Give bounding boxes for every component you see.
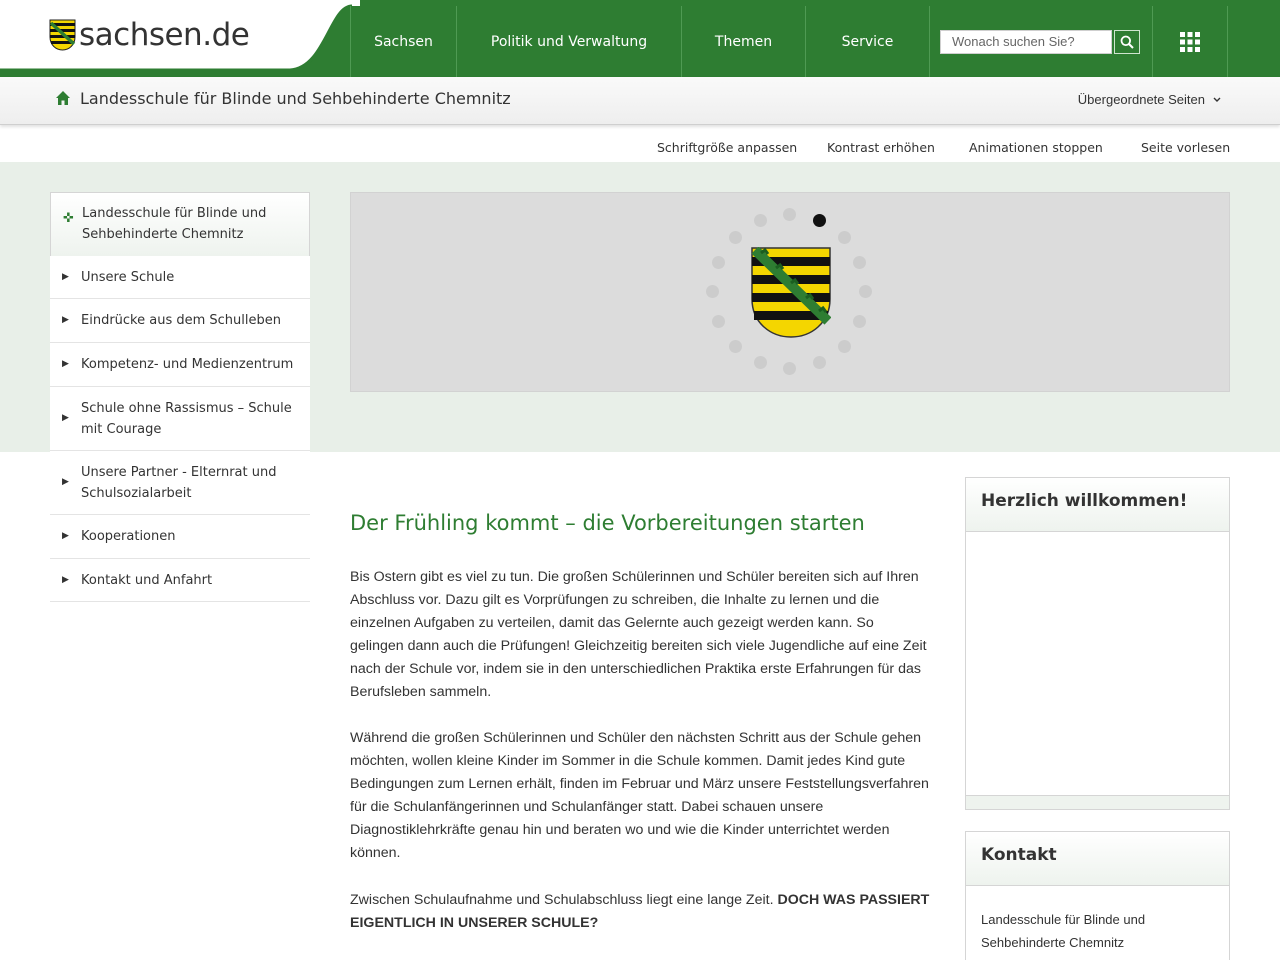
- sidebar-item-unsere-partner[interactable]: [50, 451, 310, 515]
- sidebar-head[interactable]: [50, 192, 310, 256]
- article-headline: Der Frühling kommt – die Vorbereitungen starten: [350, 511, 865, 535]
- sidebar-item-label: Schule ohne Rassismus – Schule mit Courage: [81, 400, 292, 437]
- sidebar-item-unsere-schule[interactable]: [50, 256, 310, 299]
- spinner-dot: [853, 256, 866, 269]
- sidebar-item-kompetenzzentrum[interactable]: [50, 343, 310, 387]
- article-paragraph: Während die großen Schülerinnen und Schüler den nächsten Schritt aus der Schule gehen möchten, wollen kleine Kinder im Sommer in die Schule kommen. Damit jedes Kind gute Bedingungen zum Lernen erhält, finden im Februar und März unsere Feststellungsverfahren für die Schulanfängerinnen und Schulanfänger statt. Dabei schauen unsere Diagnostiklehrkräfte genau hin und beraten wo und wie die Kinder unterrichtet werden können.: [350, 730, 929, 861]
- article-emphasis: DOCH WAS PASSIERT EIGENTLICH IN UNSERER SCHULE?: [350, 892, 930, 931]
- sidebar-navigation: [50, 192, 310, 602]
- spinner-dot: [754, 356, 767, 369]
- spinner-dot: [729, 231, 742, 244]
- main-navigation: [350, 6, 1228, 77]
- grid-icon: [1180, 32, 1200, 52]
- search-icon: [1120, 35, 1134, 49]
- spinner-dot: [853, 315, 866, 328]
- sidebar-item-label: Kontakt und Anfahrt: [81, 572, 213, 588]
- parent-pages-label: Übergeordnete Seiten: [1077, 92, 1205, 107]
- search-button[interactable]: [1114, 30, 1140, 54]
- spinner-dot: [838, 231, 851, 244]
- spinner-dot: [712, 315, 725, 328]
- spinner-dot: [813, 214, 826, 227]
- search-input[interactable]: Wonach suchen Sie?: [940, 30, 1112, 54]
- site-title[interactable]: Landesschule für Blinde und Sehbehinderte Chemnitz: [80, 89, 511, 108]
- parent-pages-dropdown[interactable]: [1078, 92, 1221, 107]
- article-text: Zwischen Schulaufnahme und Schulabschluss liegt eine lange Zeit.: [350, 892, 778, 908]
- sidebar-head-label: Landesschule für Blinde und Sehbehinderte Chemnitz: [82, 206, 267, 242]
- nav-item-sachsen[interactable]: Sachsen: [350, 6, 456, 77]
- sachsen-logo[interactable]: [49, 18, 249, 52]
- article-paragraph: Bis Ostern gibt es viel zu tun. Die großen Schülerinnen und Schüler bereiten sich auf Ihren Abschluss vor. Dazu gilt es Vorprüfungen zu schreiben, die Inhalte zu lernen und die einzelnen Aufgaben zu verteilen, damit das Gelernte auch gezeigt werden kann. So gelingen dann auch die Prüfungen! Gleichzeitig bereiten sich viele Jugendliche auf eine Zeit nach der Schule vor, indem sie in den unterschiedlichen Praktika erste Erfahrungen für das Berufsleben sammeln.: [350, 569, 927, 700]
- saxony-coat-of-arms-icon: [751, 247, 831, 339]
- article-paragraph: [350, 889, 930, 935]
- chevron-right-icon: ▶: [62, 574, 69, 585]
- chevron-right-icon: ▶: [62, 271, 69, 282]
- sidebar-item-kooperationen[interactable]: [50, 515, 310, 559]
- spinner-dot: [783, 208, 796, 221]
- contact-box: [965, 831, 1230, 960]
- chevron-right-icon: ▶: [62, 531, 69, 541]
- font-size-button[interactable]: Schriftgröße anpassen: [657, 140, 798, 155]
- chevron-right-icon: ▶: [62, 359, 69, 369]
- spinner-dot: [859, 285, 872, 298]
- chevron-down-icon: [1213, 97, 1221, 103]
- top-navigation-bar: [0, 0, 1280, 77]
- spinner-dot: [813, 356, 826, 369]
- sidebar-item-label: Eindrücke aus dem Schulleben: [81, 313, 281, 328]
- chevron-right-icon: ▶: [62, 413, 69, 423]
- logo-text: sachsen.de: [79, 17, 250, 53]
- sidebar-item-label: Unsere Partner - Elternrat und Schulsozialarbeit: [81, 464, 277, 501]
- spinner-dot: [706, 285, 719, 298]
- contact-box-title: Kontakt: [966, 832, 1229, 886]
- nav-item-politik-und-verwaltung[interactable]: Politik und Verwaltung: [456, 6, 681, 77]
- welcome-box: [965, 477, 1230, 810]
- welcome-box-title: Herzlich willkommen!: [966, 478, 1229, 532]
- sidebar-item-label: Kooperationen: [81, 529, 176, 544]
- read-aloud-button[interactable]: Seite vorlesen: [1141, 140, 1231, 155]
- nav-item-service[interactable]: Service: [805, 6, 929, 77]
- spinner-dot: [729, 340, 742, 353]
- stop-animations-button[interactable]: Animationen stoppen: [969, 140, 1103, 155]
- spinner-dot: [838, 340, 851, 353]
- spinner-dot: [783, 362, 796, 375]
- apps-menu-button[interactable]: [1152, 6, 1228, 77]
- chevron-right-icon: ▶: [62, 477, 69, 487]
- sidebar-item-kontakt[interactable]: [50, 559, 310, 602]
- sidebar-item-label: Kompetenz- und Medienzentrum: [81, 357, 294, 372]
- breadcrumb: [0, 77, 1280, 125]
- sidebar-item-eindruecke[interactable]: [50, 299, 310, 343]
- welcome-box-footer: [966, 795, 1229, 809]
- spinner-dot: [712, 256, 725, 269]
- search-area: [929, 6, 1152, 77]
- expand-icon: ✜: [63, 211, 74, 226]
- nav-item-themen[interactable]: Themen: [681, 6, 805, 77]
- saxony-crest-icon: [49, 19, 76, 51]
- sidebar-item-schule-ohne-rassismus[interactable]: [50, 387, 310, 451]
- spinner-dot: [754, 214, 767, 227]
- contrast-button[interactable]: Kontrast erhöhen: [827, 140, 935, 155]
- home-icon[interactable]: [55, 90, 71, 106]
- contact-line: Sehbehinderte Chemnitz: [981, 935, 1125, 950]
- image-slider-loading: [350, 192, 1230, 392]
- sidebar-item-label: Unsere Schule: [81, 269, 175, 285]
- chevron-right-icon: ▶: [62, 315, 69, 325]
- contact-line: Landesschule für Blinde und: [981, 912, 1146, 927]
- contact-box-body: [966, 886, 1229, 960]
